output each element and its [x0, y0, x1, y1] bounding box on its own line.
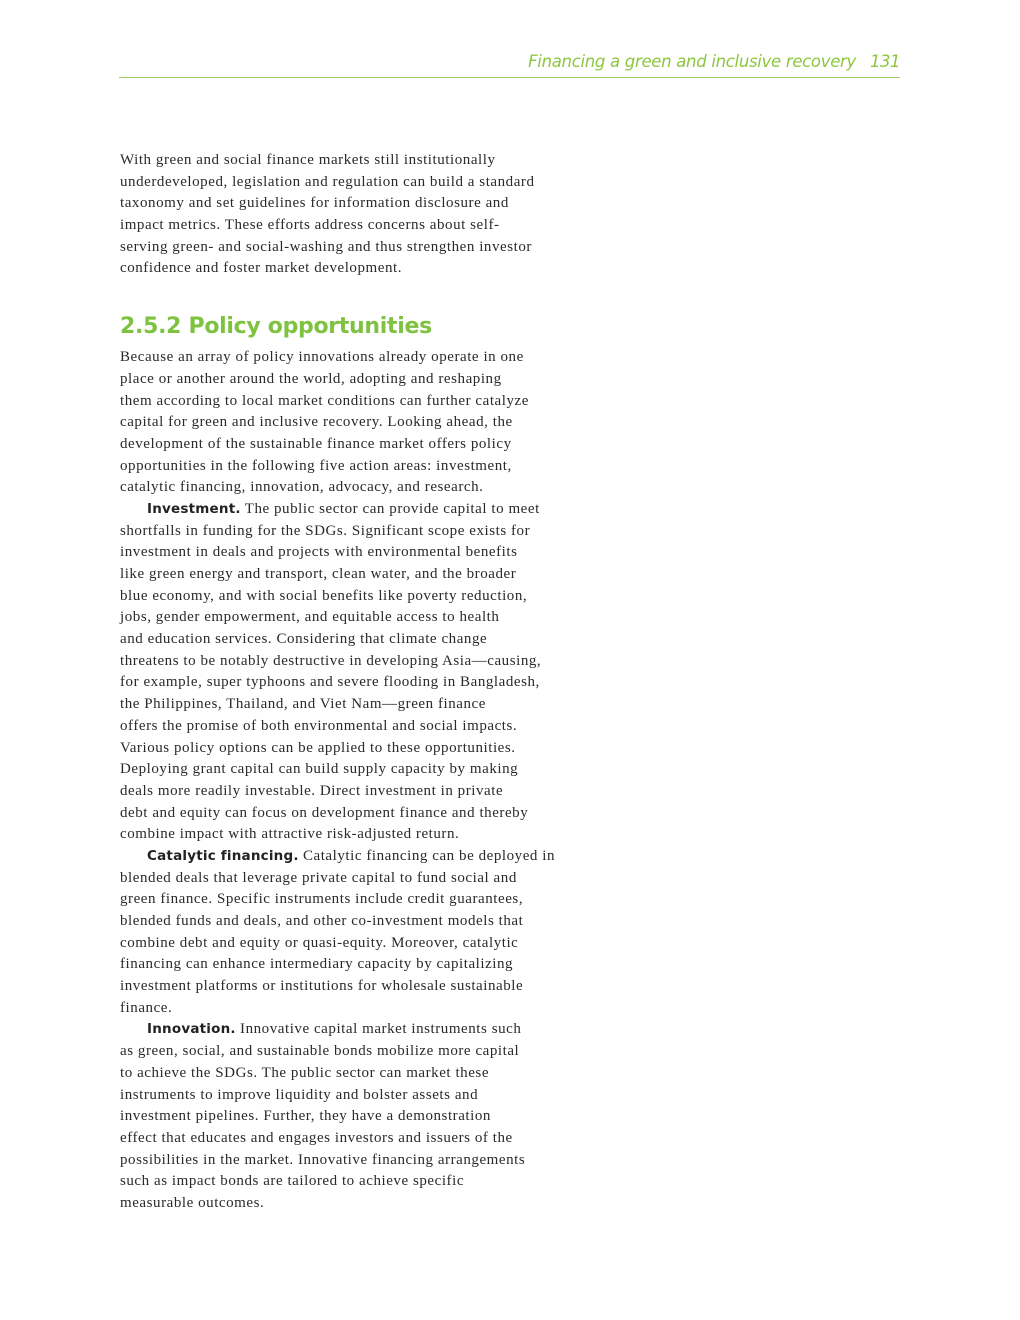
text-line	[120, 215, 600, 237]
line-text: blended deals that leverage private capital to fund social and	[120, 869, 517, 886]
text-line	[120, 237, 600, 259]
section-heading: 2.5.2 Policy opportunities	[120, 314, 432, 340]
line-text: green finance. Specific instruments include credit guarantees,	[120, 891, 524, 908]
text-line	[120, 738, 600, 760]
text-line	[120, 347, 600, 369]
line-text: capital for green and inclusive recovery. Looking ahead, the	[120, 414, 513, 431]
text-line	[120, 391, 600, 413]
line-text: combine debt and equity or quasi-equity. Moreover, catalytic	[120, 934, 519, 951]
text-line	[120, 1019, 600, 1041]
text-line	[120, 564, 600, 586]
line-text: to achieve the SDGs. The public sector can market these	[120, 1064, 490, 1081]
paragraph	[120, 846, 600, 1020]
text-line	[120, 716, 600, 738]
line-text: effect that educates and engages investors and issuers of the	[120, 1129, 513, 1146]
line-text: like green energy and transport, clean water, and the broader	[120, 566, 517, 582]
text-line	[120, 369, 600, 391]
line-text: the Philippines, Thailand, and Viet Nam—green finance	[120, 696, 486, 713]
text-line	[120, 868, 600, 890]
line-text: blue economy, and with social benefits like poverty reduction,	[120, 587, 528, 604]
text-line	[120, 172, 600, 194]
line-text: shortfalls in funding for the SDGs. Significant scope exists for	[120, 522, 531, 539]
line-text: confidence and foster market development.	[120, 260, 403, 277]
line-text: Deploying grant capital can build supply capacity by making	[120, 761, 519, 778]
line-text: instruments to improve liquidity and bolster assets and	[120, 1086, 479, 1103]
text-line	[120, 911, 600, 933]
paragraph-lead: Catalytic financing.	[147, 847, 299, 864]
text-line	[120, 1150, 600, 1172]
line-text: investment pipelines. Further, they have a demonstration	[120, 1108, 491, 1125]
line-text: blended funds and deals, and other co-investment models that	[120, 913, 524, 929]
line-text: taxonomy and set guidelines for information disclosure and	[120, 195, 509, 212]
text-line	[120, 1171, 600, 1193]
paragraph	[120, 347, 600, 499]
line-text: finance.	[120, 999, 173, 1016]
line-text: debt and equity can focus on development finance and thereby	[120, 804, 529, 821]
text-line	[120, 1085, 600, 1107]
line-text: jobs, gender empowerment, and equitable access to health	[120, 609, 500, 626]
line-text: development of the sustainable finance market offers policy	[120, 435, 512, 452]
line-text: such as impact bonds are tailored to achieve specific	[120, 1173, 465, 1190]
line-text: Because an array of policy innovations already operate in one	[120, 349, 524, 366]
text-line	[120, 889, 600, 911]
line-text: impact metrics. These efforts address concerns about self-	[120, 217, 500, 234]
line-text: opportunities in the following five action areas: investment,	[120, 457, 512, 474]
text-line	[120, 542, 600, 564]
text-line	[120, 521, 600, 543]
text-line	[120, 672, 600, 694]
text-line	[120, 954, 600, 976]
line-text: The public sector can provide capital to meet	[240, 500, 540, 517]
text-line	[120, 607, 600, 629]
line-text: offers the promise of both environmental and social impacts.	[120, 717, 518, 734]
line-text: deals more readily investable. Direct investment in private	[120, 782, 504, 799]
text-line	[120, 434, 600, 456]
text-line	[120, 477, 600, 499]
line-text: place or another around the world, adopting and reshaping	[120, 370, 502, 387]
text-line	[120, 499, 600, 521]
line-text: as green, social, and sustainable bonds mobilize more capital	[120, 1043, 520, 1060]
line-text: investment in deals and projects with environmental benefits	[120, 544, 518, 561]
text-line	[120, 1193, 600, 1215]
text-line	[120, 1106, 600, 1128]
paragraph	[120, 1019, 600, 1214]
text-line	[120, 258, 600, 280]
line-text: measurable outcomes.	[120, 1194, 265, 1211]
text-line	[120, 803, 600, 825]
line-text: catalytic financing, innovation, advocacy, and research.	[120, 479, 484, 496]
line-text: and education services. Considering that climate change	[120, 631, 488, 648]
text-line	[120, 456, 600, 478]
text-line	[120, 976, 600, 998]
text-line	[120, 824, 600, 846]
text-line	[120, 651, 600, 673]
line-text: financing can enhance intermediary capacity by capitalizing	[120, 956, 514, 973]
line-text: possibilities in the market. Innovative financing arrangements	[120, 1151, 526, 1168]
text-line	[120, 1128, 600, 1150]
text-line	[120, 586, 600, 608]
text-line	[120, 629, 600, 651]
text-line	[120, 998, 600, 1020]
running-title: Financing a green and inclusive recovery	[528, 52, 856, 71]
text-line	[120, 1063, 600, 1085]
text-line	[120, 933, 600, 955]
line-text: Innovative capital market instruments such	[235, 1021, 522, 1038]
text-line	[120, 759, 600, 781]
line-text: Various policy options can be applied to these opportunities.	[120, 739, 516, 756]
line-text: threatens to be notably destructive in developing Asia—causing,	[120, 652, 542, 669]
text-line	[120, 1041, 600, 1063]
line-text: With green and social finance markets still institutionally	[120, 152, 496, 168]
line-text: combine impact with attractive risk-adjusted return.	[120, 826, 460, 843]
page-number: 131	[870, 52, 900, 71]
text-line	[120, 781, 600, 803]
text-line	[120, 412, 600, 434]
intro-paragraph	[120, 150, 600, 280]
line-text: for example, super typhoons and severe flooding in Bangladesh,	[120, 674, 540, 691]
paragraph-lead: Innovation.	[147, 1021, 236, 1038]
text-line	[120, 846, 600, 868]
line-text: underdeveloped, legislation and regulation can build a standard	[120, 173, 535, 190]
paragraph	[120, 499, 600, 846]
line-text: them according to local market conditions can further catalyze	[120, 392, 529, 409]
text-line	[120, 694, 600, 716]
running-header	[119, 50, 900, 78]
line-text: Catalytic financing can be deployed in	[298, 847, 556, 864]
text-line	[120, 193, 600, 215]
body-text	[120, 150, 600, 1215]
text-line	[120, 150, 600, 172]
paragraph-lead: Investment.	[147, 500, 241, 517]
section-paragraphs	[120, 347, 600, 1215]
line-text: serving green- and social-washing and thus strengthen investor	[120, 238, 532, 255]
line-text: investment platforms or institutions for wholesale sustainable	[120, 978, 524, 995]
